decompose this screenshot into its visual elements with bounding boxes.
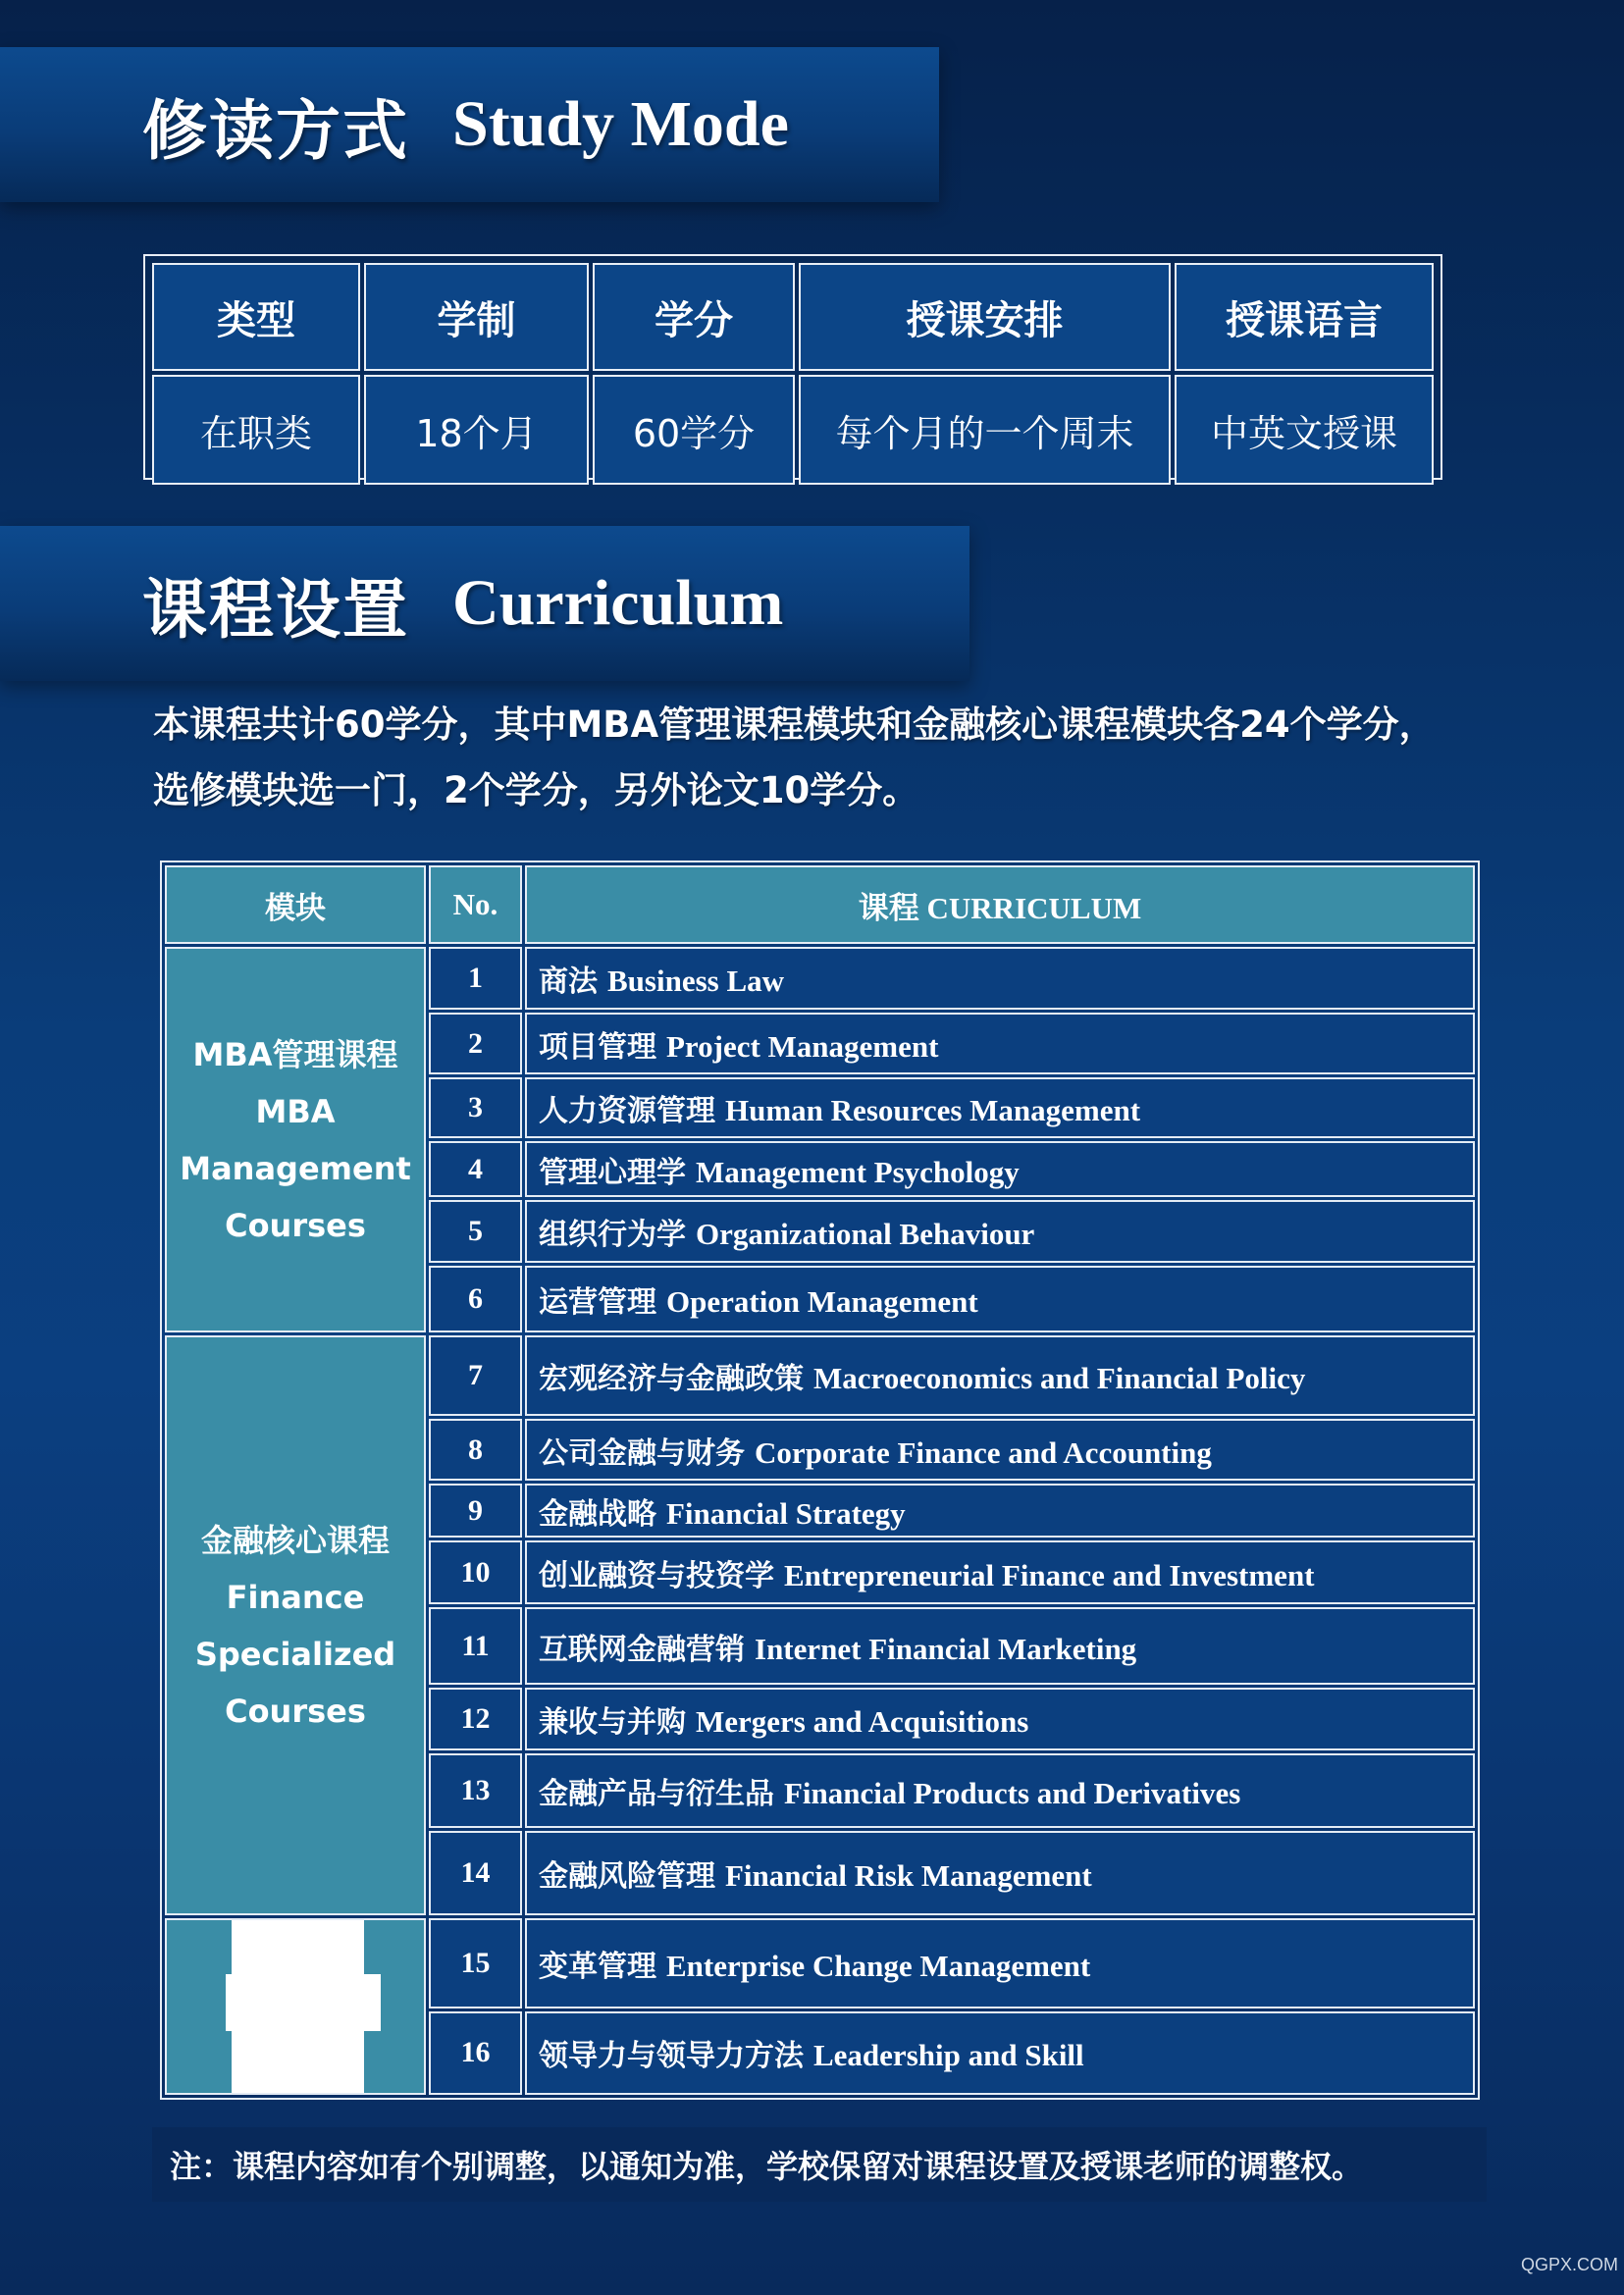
study-mode-value-row xyxy=(152,375,1434,485)
course-name-en: Corporate Finance and Accounting xyxy=(755,1434,1212,1470)
course-name-zh: 运营管理 xyxy=(539,1285,656,1320)
course-no: 1 xyxy=(429,947,522,1010)
course-name xyxy=(525,1200,1475,1263)
course-name-en: Mergers and Acquisitions xyxy=(696,1704,1029,1739)
table-row xyxy=(165,1918,1475,2008)
intro-line-2: 选修模块选一门，2个学分，另外论文10学分。 xyxy=(153,769,919,811)
redaction-block xyxy=(167,1920,424,2093)
curriculum-table xyxy=(160,861,1480,2100)
course-no: 6 xyxy=(429,1266,522,1332)
course-name xyxy=(525,1266,1475,1332)
curriculum-title-en: Curriculum xyxy=(452,567,784,639)
intro-line-1: 本课程共计60学分，其中MBA管理课程模块和金融核心课程模块各24个学分， xyxy=(153,704,1436,746)
course-name-zh: 管理心理学 xyxy=(539,1155,686,1190)
course-name-en: Entrepreneurial Finance and Investment xyxy=(784,1557,1315,1592)
course-name xyxy=(525,1077,1475,1138)
course-name-zh: 兼收与并购 xyxy=(539,1705,686,1740)
course-name xyxy=(525,1831,1475,1915)
course-no: 9 xyxy=(429,1484,522,1538)
course-name-en: Financial Risk Management xyxy=(725,1858,1092,1893)
module-finance-line1: 金融核心课程 xyxy=(200,1521,390,1559)
course-name-zh: 互联网金融营销 xyxy=(539,1632,745,1667)
course-name-zh: 人力资源管理 xyxy=(539,1094,715,1128)
study-mode-title-zh: 修读方式 xyxy=(142,92,409,169)
course-no: 12 xyxy=(429,1688,522,1750)
study-mode-banner xyxy=(0,47,939,202)
course-name-en: Management Psychology xyxy=(696,1154,1020,1189)
course-name-en: Enterprise Change Management xyxy=(666,1948,1091,1983)
redaction-shape xyxy=(226,1974,381,2031)
value-credits: 60学分 xyxy=(593,375,795,485)
course-name-zh: 创业融资与投资学 xyxy=(539,1558,774,1593)
module-finance xyxy=(165,1335,426,1915)
module-mba-line4: Courses xyxy=(225,1206,366,1244)
watermark: QGPX.COM xyxy=(1520,2255,1618,2274)
course-no: 16 xyxy=(429,2011,522,2095)
table-row xyxy=(165,1335,1475,1416)
course-name-en: Financial Strategy xyxy=(666,1495,906,1531)
module-mba xyxy=(165,947,426,1332)
course-name-zh: 金融产品与衍生品 xyxy=(539,1777,774,1811)
module-elective-redacted xyxy=(165,1918,426,2095)
course-name-zh: 领导力与领导力方法 xyxy=(539,2039,804,2074)
course-name-en: Human Resources Management xyxy=(725,1093,1141,1127)
course-name xyxy=(525,1141,1475,1197)
course-no: 7 xyxy=(429,1335,522,1416)
header-no: No. xyxy=(429,865,522,944)
curriculum-banner xyxy=(0,526,969,681)
module-mba-line1: MBA管理课程 xyxy=(192,1035,398,1073)
course-name xyxy=(525,1013,1475,1074)
course-no: 14 xyxy=(429,1831,522,1915)
curriculum-header-row xyxy=(165,865,1475,944)
course-name-zh: 金融风险管理 xyxy=(539,1859,715,1894)
module-finance-line2: Finance xyxy=(226,1578,365,1616)
study-mode-header-row xyxy=(152,263,1434,371)
course-name-en: Macroeconomics and Financial Policy xyxy=(813,1361,1306,1395)
value-schedule: 每个月的一个周末 xyxy=(799,375,1171,485)
course-name-zh: 宏观经济与金融政策 xyxy=(539,1362,804,1396)
curriculum-intro xyxy=(153,692,1527,823)
course-no: 15 xyxy=(429,1918,522,2008)
course-name-en: Financial Products and Derivatives xyxy=(784,1776,1241,1810)
course-name-zh: 公司金融与财务 xyxy=(539,1435,745,1471)
header-module: 模块 xyxy=(165,865,426,944)
course-name xyxy=(525,947,1475,1010)
curriculum-note: 注：课程内容如有个别调整，以通知为准，学校保留对课程设置及授课老师的调整权。 xyxy=(152,2127,1487,2202)
course-name-zh: 商法 xyxy=(539,965,598,999)
header-schedule: 授课安排 xyxy=(799,263,1171,371)
course-name xyxy=(525,1540,1475,1604)
module-mba-line3: Management xyxy=(180,1149,411,1187)
value-duration: 18个月 xyxy=(364,375,589,485)
study-mode-table xyxy=(143,254,1442,480)
course-no: 3 xyxy=(429,1077,522,1138)
course-no: 13 xyxy=(429,1753,522,1828)
value-type: 在职类 xyxy=(152,375,360,485)
course-name xyxy=(525,1419,1475,1481)
course-name-zh: 金融战略 xyxy=(539,1496,656,1532)
course-name xyxy=(525,1753,1475,1828)
study-mode-title-en: Study Mode xyxy=(452,88,789,160)
header-credits: 学分 xyxy=(593,263,795,371)
course-name-en: Project Management xyxy=(666,1028,939,1064)
header-course: 课程 CURRICULUM xyxy=(525,865,1475,944)
course-no: 5 xyxy=(429,1200,522,1263)
curriculum-title-zh: 课程设置 xyxy=(142,571,409,648)
course-name-en: Internet Financial Marketing xyxy=(755,1631,1137,1666)
value-language: 中英文授课 xyxy=(1175,375,1434,485)
course-name-en: Operation Management xyxy=(666,1284,978,1319)
table-row xyxy=(165,947,1475,1010)
course-name xyxy=(525,1484,1475,1538)
course-no: 10 xyxy=(429,1540,522,1604)
course-name-zh: 组织行为学 xyxy=(539,1218,686,1252)
header-type: 类型 xyxy=(152,263,360,371)
course-name xyxy=(525,1335,1475,1416)
course-name-en: Business Law xyxy=(607,964,785,998)
course-no: 2 xyxy=(429,1013,522,1074)
module-mba-line2: MBA xyxy=(255,1092,336,1130)
course-no: 11 xyxy=(429,1607,522,1685)
course-name xyxy=(525,2011,1475,2095)
module-finance-line3: Specialized xyxy=(194,1635,396,1673)
course-name-zh: 变革管理 xyxy=(539,1949,656,1984)
course-name xyxy=(525,1918,1475,2008)
course-name-en: Organizational Behaviour xyxy=(696,1217,1035,1251)
course-name-zh: 项目管理 xyxy=(539,1029,656,1065)
course-name xyxy=(525,1607,1475,1685)
course-no: 8 xyxy=(429,1419,522,1481)
module-finance-line4: Courses xyxy=(225,1692,366,1730)
course-no: 4 xyxy=(429,1141,522,1197)
course-name xyxy=(525,1688,1475,1750)
course-name-en: Leadership and Skill xyxy=(813,2038,1084,2073)
header-duration: 学制 xyxy=(364,263,589,371)
header-language: 授课语言 xyxy=(1175,263,1434,371)
